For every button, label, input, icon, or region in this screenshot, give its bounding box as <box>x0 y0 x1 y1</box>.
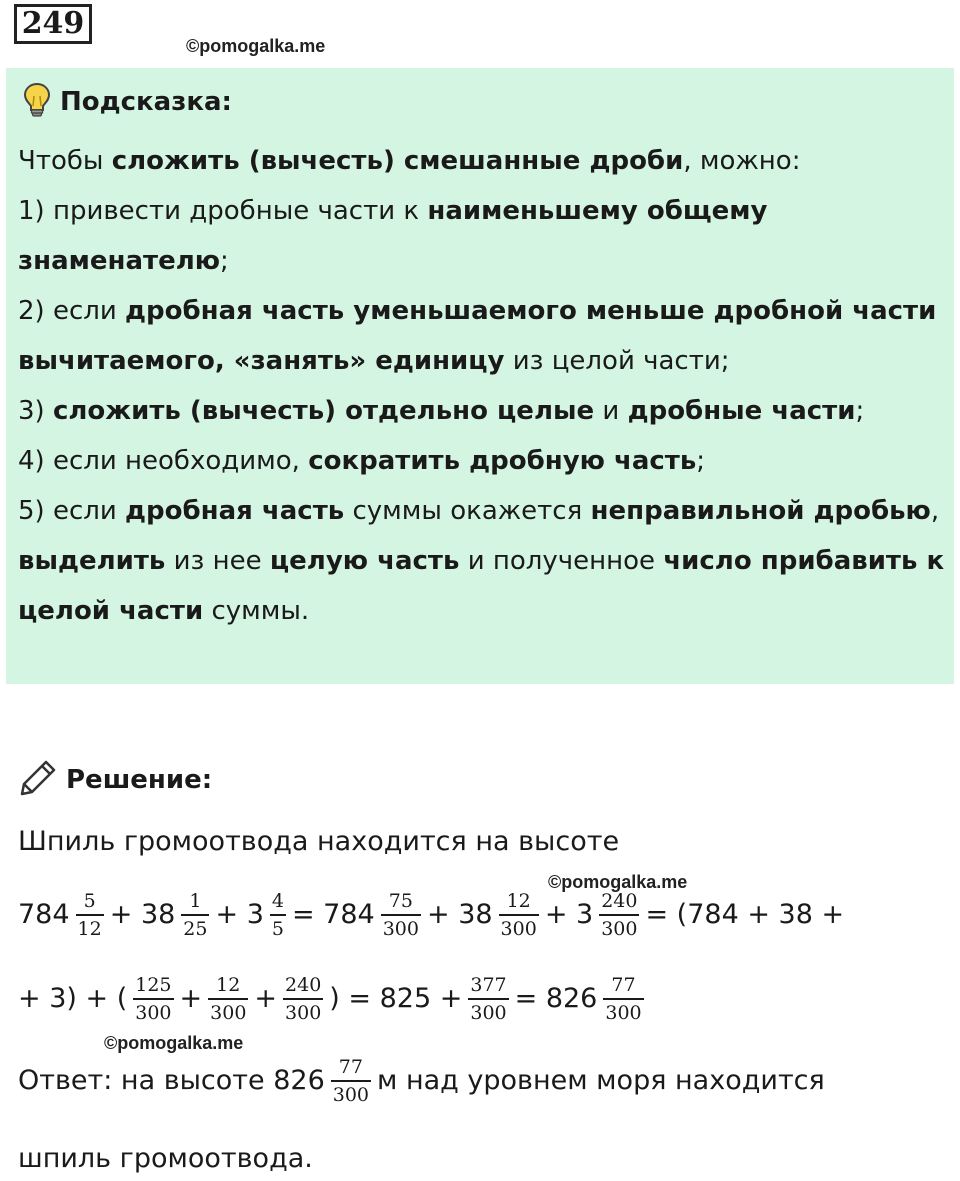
hint-text-segment: 3) <box>18 396 53 426</box>
fraction <box>499 890 539 940</box>
watermark: ©pomogalka.me <box>548 872 688 892</box>
hint-bold-segment: число прибавить к целой части <box>18 546 945 626</box>
denominator: 5 <box>271 917 284 940</box>
answer-line <box>18 1056 825 1106</box>
hint-text <box>18 136 948 636</box>
math-text: = (784 + 38 + <box>645 899 845 931</box>
hint-text-segment: из целой части; <box>504 346 730 376</box>
fraction-bar <box>270 914 286 916</box>
hint-text-segment: 1) привести дробные части к <box>18 196 428 226</box>
fraction-bar <box>468 998 508 1000</box>
hint-text-segment: 5) если <box>18 496 126 526</box>
fraction <box>133 974 173 1024</box>
fraction-bar <box>603 998 643 1000</box>
denominator: 300 <box>210 1001 247 1024</box>
hint-line <box>18 286 948 386</box>
hint-text-segment: Чтобы <box>18 146 112 176</box>
solution-header <box>18 758 212 802</box>
task-number: 249 <box>14 4 92 44</box>
hint-line <box>18 486 948 636</box>
solution-title: Решение: <box>66 765 213 795</box>
hint-text-segment: 4) если необходимо, <box>18 446 309 476</box>
math-text: Ответ: на высоте 826 <box>18 1065 325 1097</box>
math-text: = 826 <box>514 983 598 1015</box>
numerator: 12 <box>216 974 241 996</box>
math-text: м над уровнем моря находится <box>377 1065 825 1097</box>
numerator: 240 <box>601 890 638 912</box>
fraction-bar <box>499 914 539 916</box>
numerator: 125 <box>135 974 172 996</box>
hint-text-segment: ; <box>696 446 706 476</box>
fraction <box>331 1056 371 1106</box>
denominator: 25 <box>183 917 208 940</box>
hint-line <box>18 386 948 436</box>
numerator: 75 <box>388 890 413 912</box>
hint-bold-segment: целую часть <box>269 546 460 576</box>
numerator: 4 <box>271 890 284 912</box>
math-text: + 3) + ( <box>18 983 128 1015</box>
hint-text-segment: и полученное <box>459 546 664 576</box>
hint-bold-segment: дробная часть <box>125 496 345 526</box>
pencil-icon <box>18 758 58 802</box>
hint-line <box>18 436 948 486</box>
math-text: + 38 <box>426 899 493 931</box>
hint-bold-segment: дробная часть уменьшаемого меньше дробной части вычитаемого, «занять» единицу <box>18 296 937 376</box>
hint-text-segment: и <box>594 396 628 426</box>
denominator: 300 <box>601 917 638 940</box>
hint-text-segment: , можно: <box>683 146 801 176</box>
math-line-1 <box>18 890 844 940</box>
fraction-bar <box>331 1080 371 1082</box>
fraction <box>603 974 643 1024</box>
numerator: 1 <box>189 890 202 912</box>
hint-text-segment: суммы. <box>203 596 310 626</box>
fraction <box>468 974 508 1024</box>
math-text: 784 <box>18 899 70 931</box>
fraction <box>283 974 323 1024</box>
math-line-2 <box>18 974 650 1024</box>
numerator: 12 <box>506 890 531 912</box>
fraction-bar <box>283 998 323 1000</box>
math-text: + 38 <box>109 899 176 931</box>
denominator: 300 <box>470 1001 507 1024</box>
fraction <box>208 974 248 1024</box>
hint-text-segment: из нее <box>165 546 270 576</box>
hint-title: Подсказка: <box>60 87 232 117</box>
fraction <box>76 890 104 940</box>
hint-bold-segment: неправильной дробью <box>590 496 931 526</box>
hint-bold-segment: сократить дробную часть <box>308 446 697 476</box>
denominator: 300 <box>500 917 537 940</box>
denominator: 12 <box>77 917 102 940</box>
fraction-bar <box>181 914 209 916</box>
fraction-bar <box>76 914 104 916</box>
math-text: = 784 <box>291 899 375 931</box>
watermark: ©pomogalka.me <box>186 36 326 56</box>
fraction-bar <box>208 998 248 1000</box>
hint-text-segment: суммы окажется <box>344 496 591 526</box>
math-text: + <box>254 983 278 1015</box>
hint-bold-segment: сложить (вычесть) отдельно целые <box>52 396 595 426</box>
numerator: 240 <box>285 974 322 996</box>
math-text: + <box>179 983 203 1015</box>
watermark: ©pomogalka.me <box>104 1033 244 1053</box>
hint-box <box>6 68 954 684</box>
hint-header <box>22 82 232 122</box>
hint-bold-segment: сложить (вычесть) смешанные дроби <box>111 146 684 176</box>
numerator: 377 <box>470 974 507 996</box>
denominator: 300 <box>285 1001 322 1024</box>
hint-bold-segment: наименьшему общему знаменателю <box>18 196 768 276</box>
hint-text-segment: ; <box>855 396 865 426</box>
numerator: 77 <box>611 974 636 996</box>
math-text: ) = 825 + <box>329 983 463 1015</box>
numerator: 77 <box>338 1056 363 1078</box>
denominator: 300 <box>382 917 419 940</box>
fraction <box>381 890 421 940</box>
denominator: 300 <box>605 1001 642 1024</box>
fraction <box>599 890 639 940</box>
hint-text-segment: 2) если <box>18 296 126 326</box>
hint-text-segment: , <box>930 496 940 526</box>
denominator: 300 <box>135 1001 172 1024</box>
hint-bold-segment: дробные части <box>627 396 856 426</box>
denominator: 300 <box>332 1083 370 1106</box>
fraction <box>270 890 286 940</box>
lightbulb-icon <box>22 82 52 122</box>
fraction-bar <box>133 998 173 1000</box>
math-text: + 3 <box>544 899 594 931</box>
hint-bold-segment: выделить <box>18 546 166 576</box>
hint-line <box>18 186 948 286</box>
hint-text-segment: ; <box>220 246 229 276</box>
fraction-bar <box>599 914 639 916</box>
fraction <box>181 890 209 940</box>
answer-end: шпиль громоотвода. <box>18 1143 313 1174</box>
math-text: + 3 <box>215 899 264 931</box>
solution-intro: Шпиль громоотвода находится на высоте <box>18 826 620 857</box>
numerator: 5 <box>83 890 96 912</box>
fraction-bar <box>381 914 421 916</box>
hint-line <box>18 136 948 186</box>
